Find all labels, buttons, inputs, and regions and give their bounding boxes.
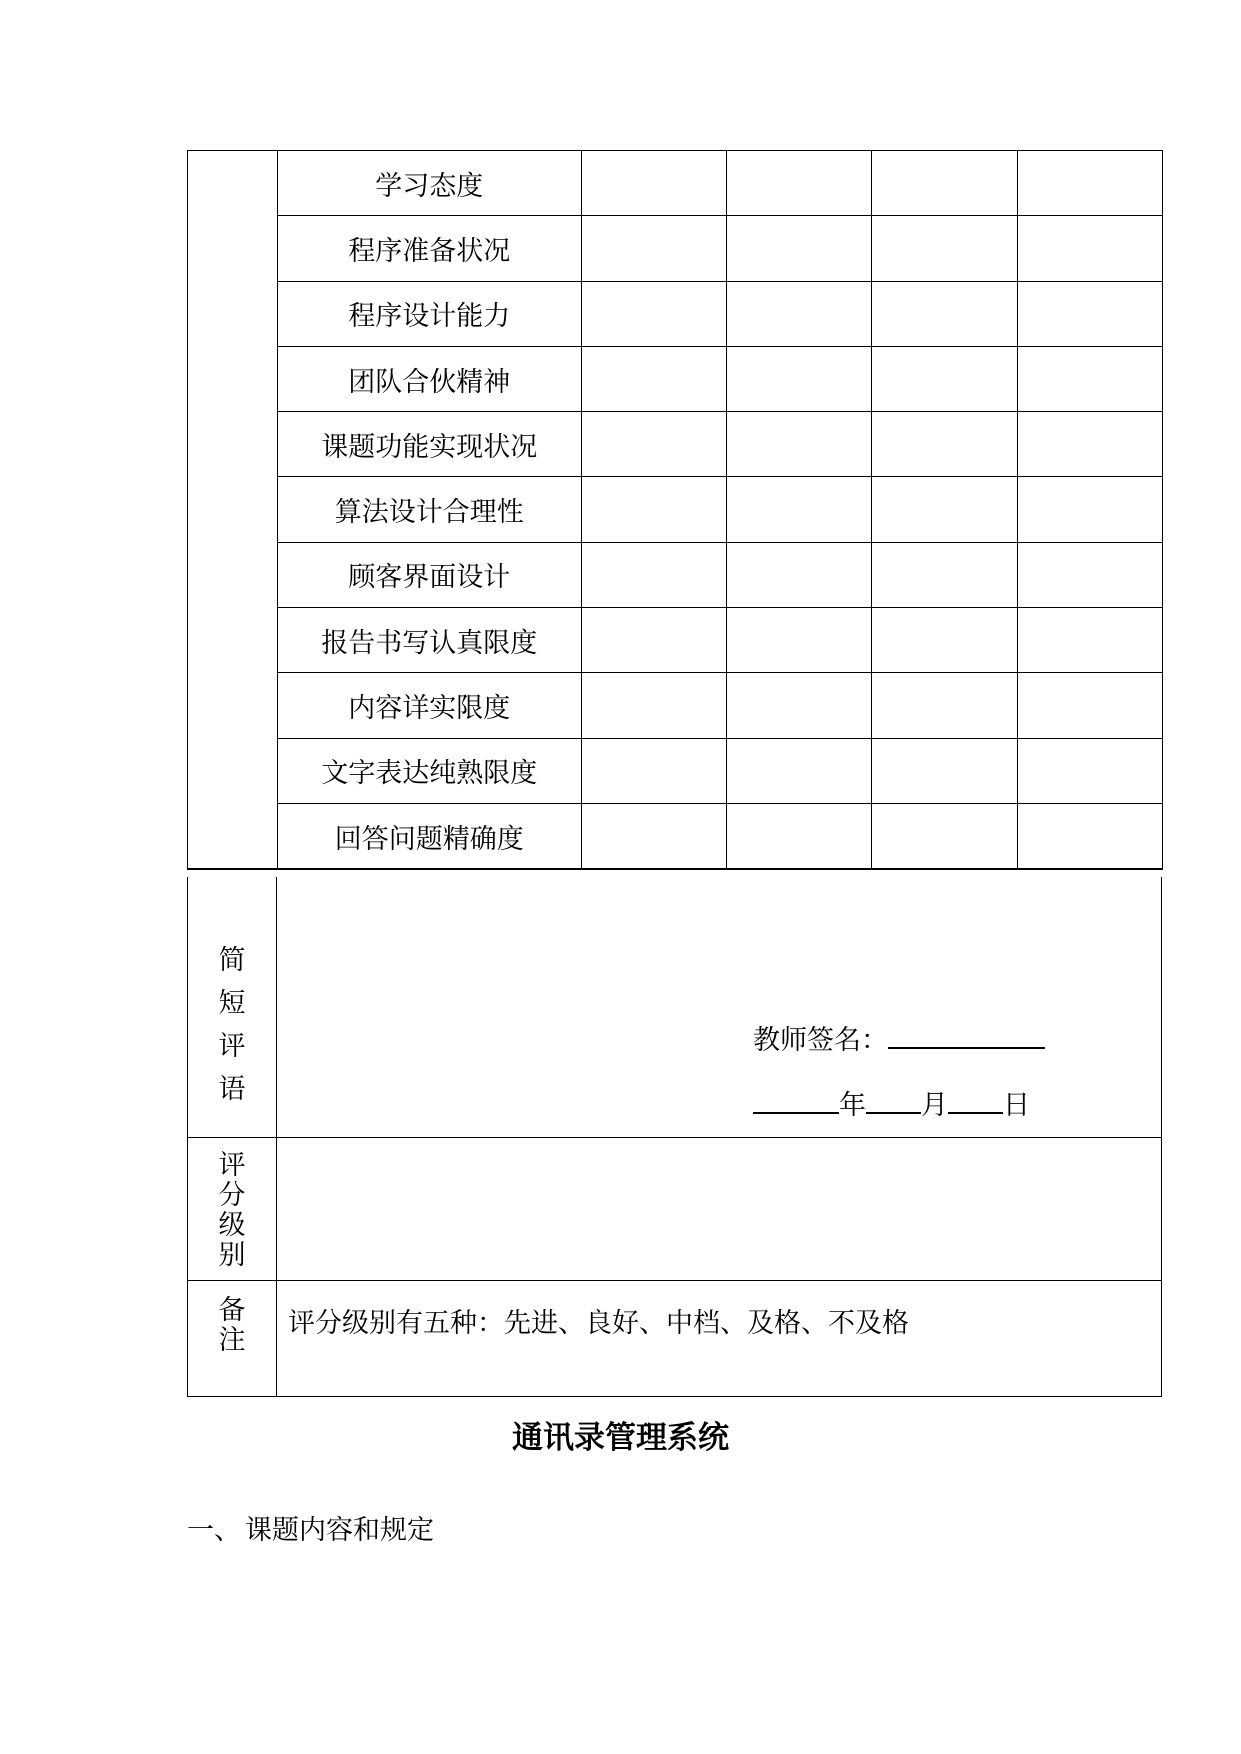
remark-text: 评分级别有五种：先进、良好、中档、及格、不及格 bbox=[288, 1308, 909, 1339]
criterion-label: 内容详实限度 bbox=[277, 673, 581, 738]
evaluation-row bbox=[188, 216, 1163, 281]
score-cell[interactable] bbox=[871, 673, 1017, 738]
score-cell[interactable] bbox=[726, 412, 871, 477]
evaluation-lower-section bbox=[187, 877, 1162, 1397]
score-cell[interactable] bbox=[871, 477, 1017, 542]
score-cell[interactable] bbox=[871, 412, 1017, 477]
grade-label-char: 评 bbox=[218, 1150, 246, 1181]
grade-label bbox=[188, 1152, 276, 1272]
score-cell[interactable] bbox=[726, 216, 871, 281]
evaluation-row bbox=[188, 803, 1163, 869]
score-cell[interactable] bbox=[871, 542, 1017, 607]
section-number: 一、 bbox=[187, 1515, 241, 1546]
score-cell[interactable] bbox=[581, 281, 726, 346]
score-cell[interactable] bbox=[581, 346, 726, 411]
criterion-label: 文字表达纯熟限度 bbox=[277, 738, 581, 803]
criterion-label: 顾客界面设计 bbox=[277, 542, 581, 607]
comment-row bbox=[187, 877, 1162, 1138]
evaluation-row bbox=[188, 412, 1163, 477]
category-cell bbox=[188, 151, 278, 870]
remark-row bbox=[187, 1281, 1162, 1397]
score-cell[interactable] bbox=[1017, 608, 1162, 673]
score-cell[interactable] bbox=[871, 216, 1017, 281]
grade-row bbox=[187, 1138, 1162, 1281]
score-cell[interactable] bbox=[871, 738, 1017, 803]
score-cell[interactable] bbox=[726, 346, 871, 411]
score-cell[interactable] bbox=[581, 542, 726, 607]
score-cell[interactable] bbox=[581, 738, 726, 803]
evaluation-row bbox=[188, 738, 1163, 803]
evaluation-row bbox=[188, 151, 1163, 216]
document-title: 通讯录管理系统 bbox=[512, 1420, 729, 1456]
evaluation-row bbox=[188, 346, 1163, 411]
score-cell[interactable] bbox=[726, 542, 871, 607]
score-cell[interactable] bbox=[726, 151, 871, 216]
teacher-signature-label: 教师签名： bbox=[753, 1025, 888, 1056]
score-cell[interactable] bbox=[581, 477, 726, 542]
score-cell[interactable] bbox=[581, 803, 726, 869]
score-cell[interactable] bbox=[1017, 477, 1162, 542]
score-cell[interactable] bbox=[1017, 542, 1162, 607]
criterion-label: 学习态度 bbox=[277, 151, 581, 216]
evaluation-table-body bbox=[188, 151, 1163, 870]
score-cell[interactable] bbox=[1017, 281, 1162, 346]
section-heading-text: 课题内容和规定 bbox=[245, 1515, 434, 1546]
evaluation-row bbox=[188, 477, 1163, 542]
score-cell[interactable] bbox=[871, 608, 1017, 673]
score-cell[interactable] bbox=[726, 738, 871, 803]
comment-label bbox=[188, 947, 276, 1119]
score-cell[interactable] bbox=[581, 216, 726, 281]
criterion-label: 课题功能实现状况 bbox=[277, 412, 581, 477]
score-cell[interactable] bbox=[1017, 151, 1162, 216]
day-label: 日 bbox=[1003, 1090, 1030, 1121]
grade-label-char: 分 bbox=[218, 1180, 246, 1211]
year-label: 年 bbox=[839, 1090, 866, 1121]
score-cell[interactable] bbox=[871, 281, 1017, 346]
criterion-label: 回答问题精确度 bbox=[277, 803, 581, 869]
score-cell[interactable] bbox=[581, 412, 726, 477]
remark-label-cell bbox=[188, 1281, 277, 1396]
evaluation-table bbox=[187, 150, 1163, 870]
month-blank[interactable] bbox=[866, 1082, 921, 1114]
comment-label-cell bbox=[188, 877, 277, 1137]
comment-label-char: 语 bbox=[218, 1074, 246, 1105]
score-cell[interactable] bbox=[871, 346, 1017, 411]
signature-blank[interactable] bbox=[888, 1017, 1045, 1049]
evaluation-row bbox=[188, 608, 1163, 673]
criterion-label: 程序准备状况 bbox=[277, 216, 581, 281]
year-blank[interactable] bbox=[753, 1082, 839, 1114]
score-cell[interactable] bbox=[1017, 412, 1162, 477]
score-cell[interactable] bbox=[581, 673, 726, 738]
score-cell[interactable] bbox=[1017, 738, 1162, 803]
remark-label bbox=[188, 1297, 276, 1357]
remark-label-char: 备 bbox=[218, 1295, 246, 1326]
evaluation-row bbox=[188, 281, 1163, 346]
criterion-label: 程序设计能力 bbox=[277, 281, 581, 346]
grade-label-char: 别 bbox=[218, 1240, 246, 1271]
score-cell[interactable] bbox=[1017, 216, 1162, 281]
comment-label-char: 简 bbox=[218, 945, 246, 976]
teacher-signature-line bbox=[753, 1017, 1045, 1057]
criterion-label: 算法设计合理性 bbox=[277, 477, 581, 542]
score-cell[interactable] bbox=[581, 608, 726, 673]
score-cell[interactable] bbox=[871, 803, 1017, 869]
grade-label-cell bbox=[188, 1138, 277, 1280]
score-cell[interactable] bbox=[1017, 673, 1162, 738]
remark-label-char: 注 bbox=[218, 1325, 246, 1356]
day-blank[interactable] bbox=[948, 1082, 1003, 1114]
score-cell[interactable] bbox=[726, 608, 871, 673]
evaluation-row bbox=[188, 673, 1163, 738]
score-cell[interactable] bbox=[726, 477, 871, 542]
score-cell[interactable] bbox=[726, 281, 871, 346]
score-cell[interactable] bbox=[871, 151, 1017, 216]
criterion-label: 团队合伙精神 bbox=[277, 346, 581, 411]
grade-label-char: 级 bbox=[218, 1210, 246, 1241]
date-line bbox=[753, 1082, 1030, 1122]
score-cell[interactable] bbox=[726, 673, 871, 738]
evaluation-row bbox=[188, 542, 1163, 607]
month-label: 月 bbox=[921, 1090, 948, 1121]
section-heading bbox=[187, 1508, 434, 1547]
score-cell[interactable] bbox=[1017, 803, 1162, 869]
score-cell[interactable] bbox=[1017, 346, 1162, 411]
criterion-label: 报告书写认真限度 bbox=[277, 608, 581, 673]
comment-label-char: 评 bbox=[218, 1031, 246, 1062]
score-cell[interactable] bbox=[726, 803, 871, 869]
comment-label-char: 短 bbox=[218, 988, 246, 1019]
score-cell[interactable] bbox=[581, 151, 726, 216]
